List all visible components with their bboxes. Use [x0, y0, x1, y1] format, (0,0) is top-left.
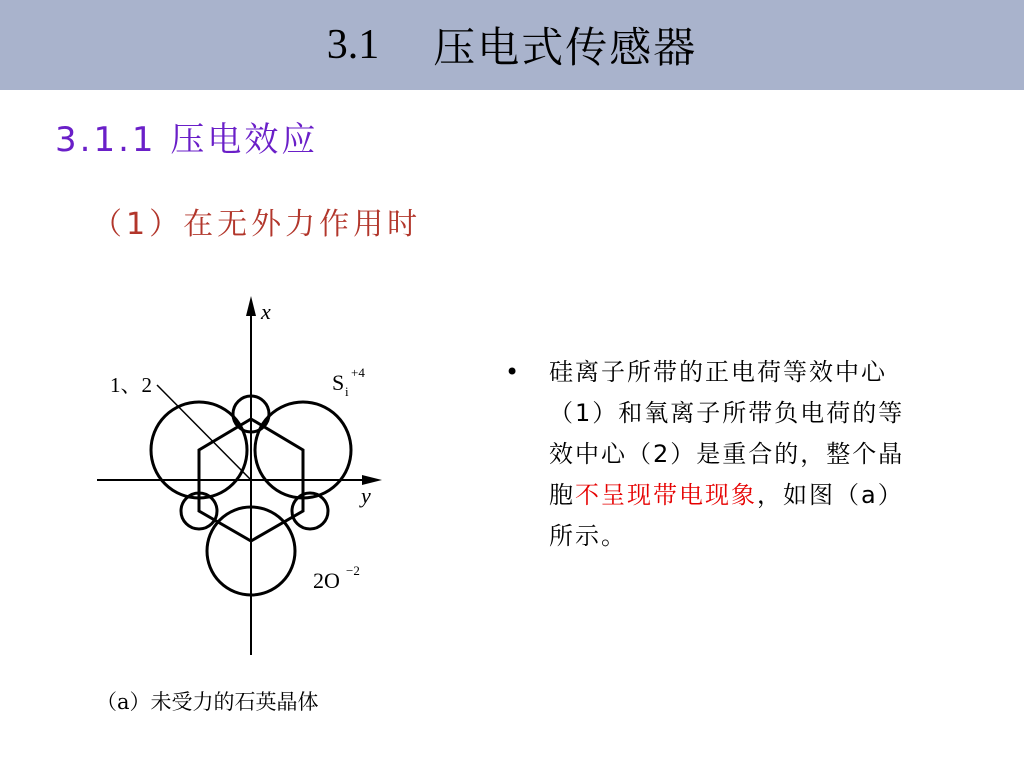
silicon-subscript: i: [345, 384, 349, 399]
bullet-text-part1: 硅离子所带的正电荷等效中心（1）和氧离子所带负电荷的等效中心（2）是重合的，整个晶胞: [549, 358, 905, 509]
center-pointer-line: [157, 385, 251, 480]
bullet-marker: •: [505, 358, 522, 386]
silicon-symbol: S: [332, 370, 345, 395]
section-subtitle: 3.1.1 压电效应: [55, 120, 319, 160]
x-axis-label: x: [261, 299, 271, 324]
case-heading: （1）在无外力作用时: [92, 207, 422, 242]
silicon-charge: +4: [351, 365, 365, 380]
oxygen-symbol: 2O: [313, 568, 340, 593]
y-axis-label: y: [361, 483, 371, 508]
section-number: 3.1: [326, 22, 380, 68]
bullet-text-part2: ，如图（a）所示。: [549, 481, 904, 550]
bullet-text: [549, 352, 905, 557]
bullet-text-highlight: 不呈现带电现象: [575, 481, 757, 509]
x-axis-arrow: [246, 296, 256, 316]
center-label: 1、2: [110, 373, 152, 397]
oxygen-charge: −2: [346, 563, 360, 578]
diagram-caption: （a）未受力的石英晶体: [96, 690, 319, 714]
title-text: 压电式传感器: [433, 23, 698, 72]
